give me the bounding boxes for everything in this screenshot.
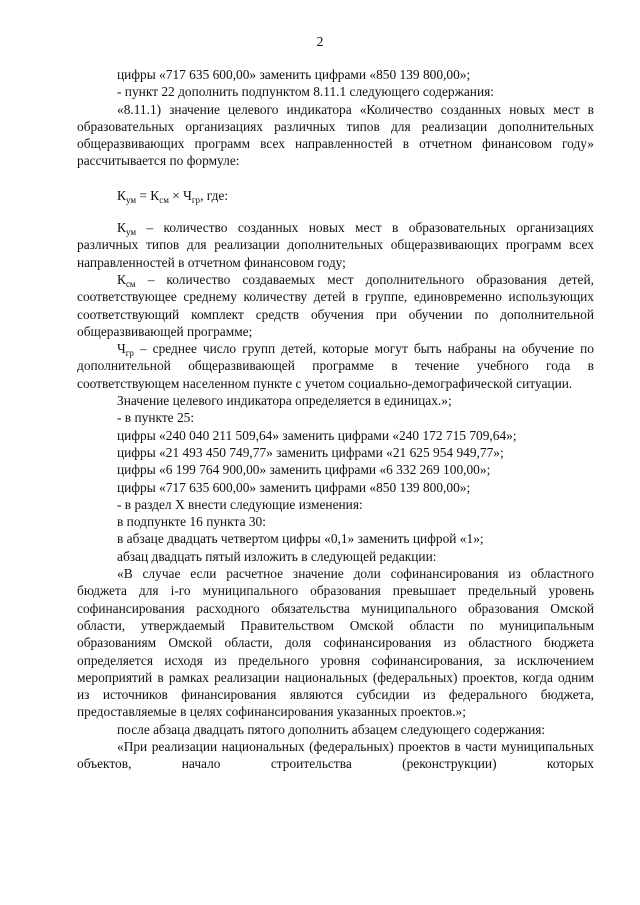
- paragraph: цифры «717 635 600,00» заменить цифрами «850 139 800,00»;: [117, 479, 471, 495]
- paragraph: в абзаце двадцать четвертом цифры «0,1» заменить цифрой «1»;: [117, 531, 484, 547]
- paragraph: абзац двадцать пятый изложить в следующей редакции:: [117, 548, 437, 564]
- formula: $К_{ум} = К_{см} \times Ч_{гр}$, где:: [117, 187, 229, 205]
- quoted-paragraph: «В случае если расчетное значение доли софинансирования из областного бюджета для i-го муниципального образования превышает предельный уровень софинансирования расходного обязательства муниципального образования Омской области, утверждаемый Правительством Омской области по муниципальным образованиям Омской области, доля софинансирования из областного бюджета определяется исходя из предельного уровня софинансирования, за исключением мероприятий в рамках реализации национальных (федеральных) проектов, когда одним из источников финансирования являются субсидии из федерального бюджета, предоставляемые в целях софинансирования указанных проектов.»;: [77, 566, 594, 720]
- definition-ch-gr: $Ч_{гр}$ – среднее число групп детей, которые могут быть набраны на обучение по дополнительной общеразвивающей программе в течение учебного года в соответствующем населенном пункте с учетом социально-демографической ситуации.: [77, 341, 594, 391]
- document-body: [77, 66, 594, 773]
- paragraph: - пункт 22 дополнить подпунктом 8.11.1 следующего содержания:: [117, 84, 494, 100]
- paragraph: цифры «6 199 764 900,00» заменить цифрами «6 332 269 100,00»;: [117, 462, 491, 478]
- paragraph: в подпункте 16 пункта 30:: [117, 514, 266, 530]
- definition-k-um: $К_{ум}$ – количество созданных новых мест в образовательных организациях различных типов для реализации дополнительных общеразвивающих программ всех направленностей в отчетном финансовом году;: [77, 220, 594, 270]
- paragraph: «8.11.1) значение целевого индикатора «Количество созданных новых мест в образовательных организациях различных типов для реализации дополнительных общеразвивающих программ всех направленностей в отчетном финансовом году» рассчитывается по формуле:: [77, 101, 594, 169]
- paragraph: после абзаца двадцать пятого дополнить абзацем следующего содержания:: [117, 721, 546, 737]
- paragraph: цифры «21 493 450 749,77» заменить цифрами «21 625 954 949,77»;: [117, 444, 504, 460]
- paragraph: «При реализации национальных (федеральных) проектов в части муниципальных объектов, начало строительства (реконструкции) которых: [77, 738, 594, 772]
- paragraph: - в раздел X внести следующие изменения:: [117, 496, 363, 512]
- paragraph: - в пункте 25:: [117, 410, 195, 426]
- definition-k-sm: $К_{см}$ – количество создаваемых мест дополнительного образования детей, соответствующее среднему количеству детей в группе, единовременно использующих соответствующий комплект средств обучения при обучении по дополнительной общеразвивающей программе;: [77, 271, 594, 339]
- paragraph: цифры «240 040 211 509,64» заменить цифрами «240 172 715 709,64»;: [117, 427, 517, 443]
- paragraph: цифры «717 635 600,00» заменить цифрами «850 139 800,00»;: [117, 67, 471, 82]
- page-number: 2: [316, 35, 324, 50]
- paragraph: Значение целевого индикатора определяется в единицах.»;: [117, 393, 452, 409]
